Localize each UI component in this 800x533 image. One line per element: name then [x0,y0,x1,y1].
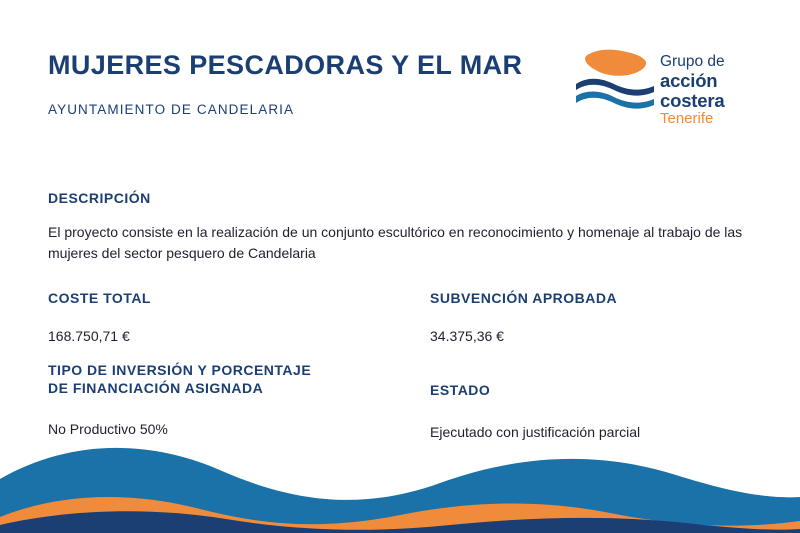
total-cost-block [48,290,408,347]
island-waves-icon [574,48,658,110]
logo [574,48,774,127]
investment-type-label-line2: DE FINANCIACIÓN ASIGNADA [48,379,264,396]
approved-grant-label: SUBVENCIÓN APROBADA [430,290,618,306]
status-value: Ejecutado con justificación parcial [430,423,641,440]
logo-line-2: acción costera [660,69,725,111]
page-subtitle: AYUNTAMIENTO DE CANDELARIA [48,102,295,118]
description-value: El proyecto consiste en la realización de un conjunto escultórico en reconocimiento y homenaje al trabajo de las mujeres del sector pesquero de Candelaria [48,223,743,261]
total-cost-label: COSTE TOTAL [48,290,151,306]
description-label: DESCRIPCIÓN [48,190,151,206]
logo-line-3: Tenerife [660,109,714,127]
wave-decoration [0,413,800,533]
approved-grant-block [430,290,770,347]
logo-line-1: Grupo de [660,53,725,70]
total-cost-value: 168.750,71 € [48,327,130,344]
logo-text [660,54,774,127]
investment-type-value: No Productivo 50% [48,421,168,437]
page-title: MUJERES PESCADORAS Y EL MAR [48,50,523,80]
status-label: ESTADO [430,382,491,398]
investment-type-label-line1: TIPO DE INVERSIÓN Y PORCENTAJE [48,362,312,378]
approved-grant-value: 34.375,36 € [430,327,504,344]
description-block [48,190,778,264]
